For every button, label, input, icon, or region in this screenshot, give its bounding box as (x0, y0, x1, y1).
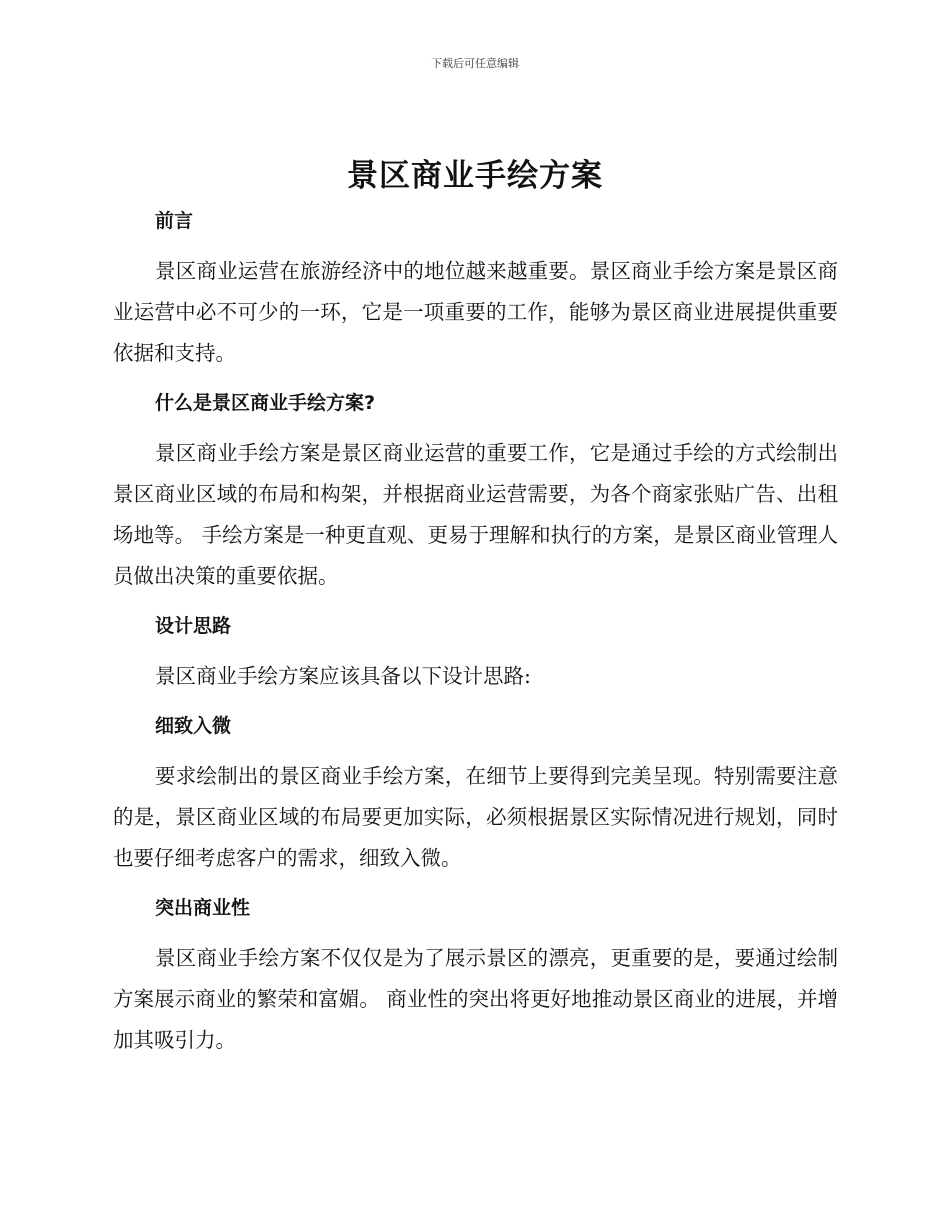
section-heading-detail: 细致入微 (155, 715, 232, 737)
section-paragraph-commercial: 景区商业手绘方案不仅仅是为了展示景区的漂亮，更重要的是，要通过绘制方案展示商业的繁荣和富媚。 商业性的突出将更好地推动景区商业的进展，并增加其吸引力。 (113, 946, 838, 1052)
section-heading-preface: 前言 (155, 210, 194, 232)
section-heading-what-is: 什么是景区商业手绘方案? (155, 392, 376, 414)
section-paragraph-what-is: 景区商业手绘方案是景区商业运营的重要工作，它是通过手绘的方式绘制出景区商业区域的布局和构架，并根据商业运营需要，为各个商家张贴广告、出租场地等。 手绘方案是一种更直观、更易于理解和执行的方案，是景区商业管理人员做出决策的重要依据。 (113, 441, 838, 588)
document-title: 景区商业手绘方案 (347, 158, 603, 194)
section-paragraph-detail: 要求绘制出的景区商业手绘方案，在细节上要得到完美呈现。特别需要注意的是，景区商业区域的布局要更加实际，必须根据景区实际情况进行规划，同时也要仔细考虑客户的需求，细致入微。 (113, 764, 838, 870)
section-paragraph-preface: 景区商业运营在旅游经济中的地位越来越重要。景区商业手绘方案是景区商业运营中必不可少的一环，它是一项重要的工作，能够为景区商业进展提供重要依据和支持。 (113, 259, 838, 365)
page-header-note: 下载后可任意编辑 (431, 57, 519, 70)
document-body (113, 206, 838, 1075)
section-paragraph-design-ideas: 景区商业手绘方案应该具备以下设计思路: (155, 664, 531, 688)
section-heading-design-ideas: 设计思路 (155, 615, 232, 637)
section-heading-commercial: 突出商业性 (155, 897, 251, 919)
